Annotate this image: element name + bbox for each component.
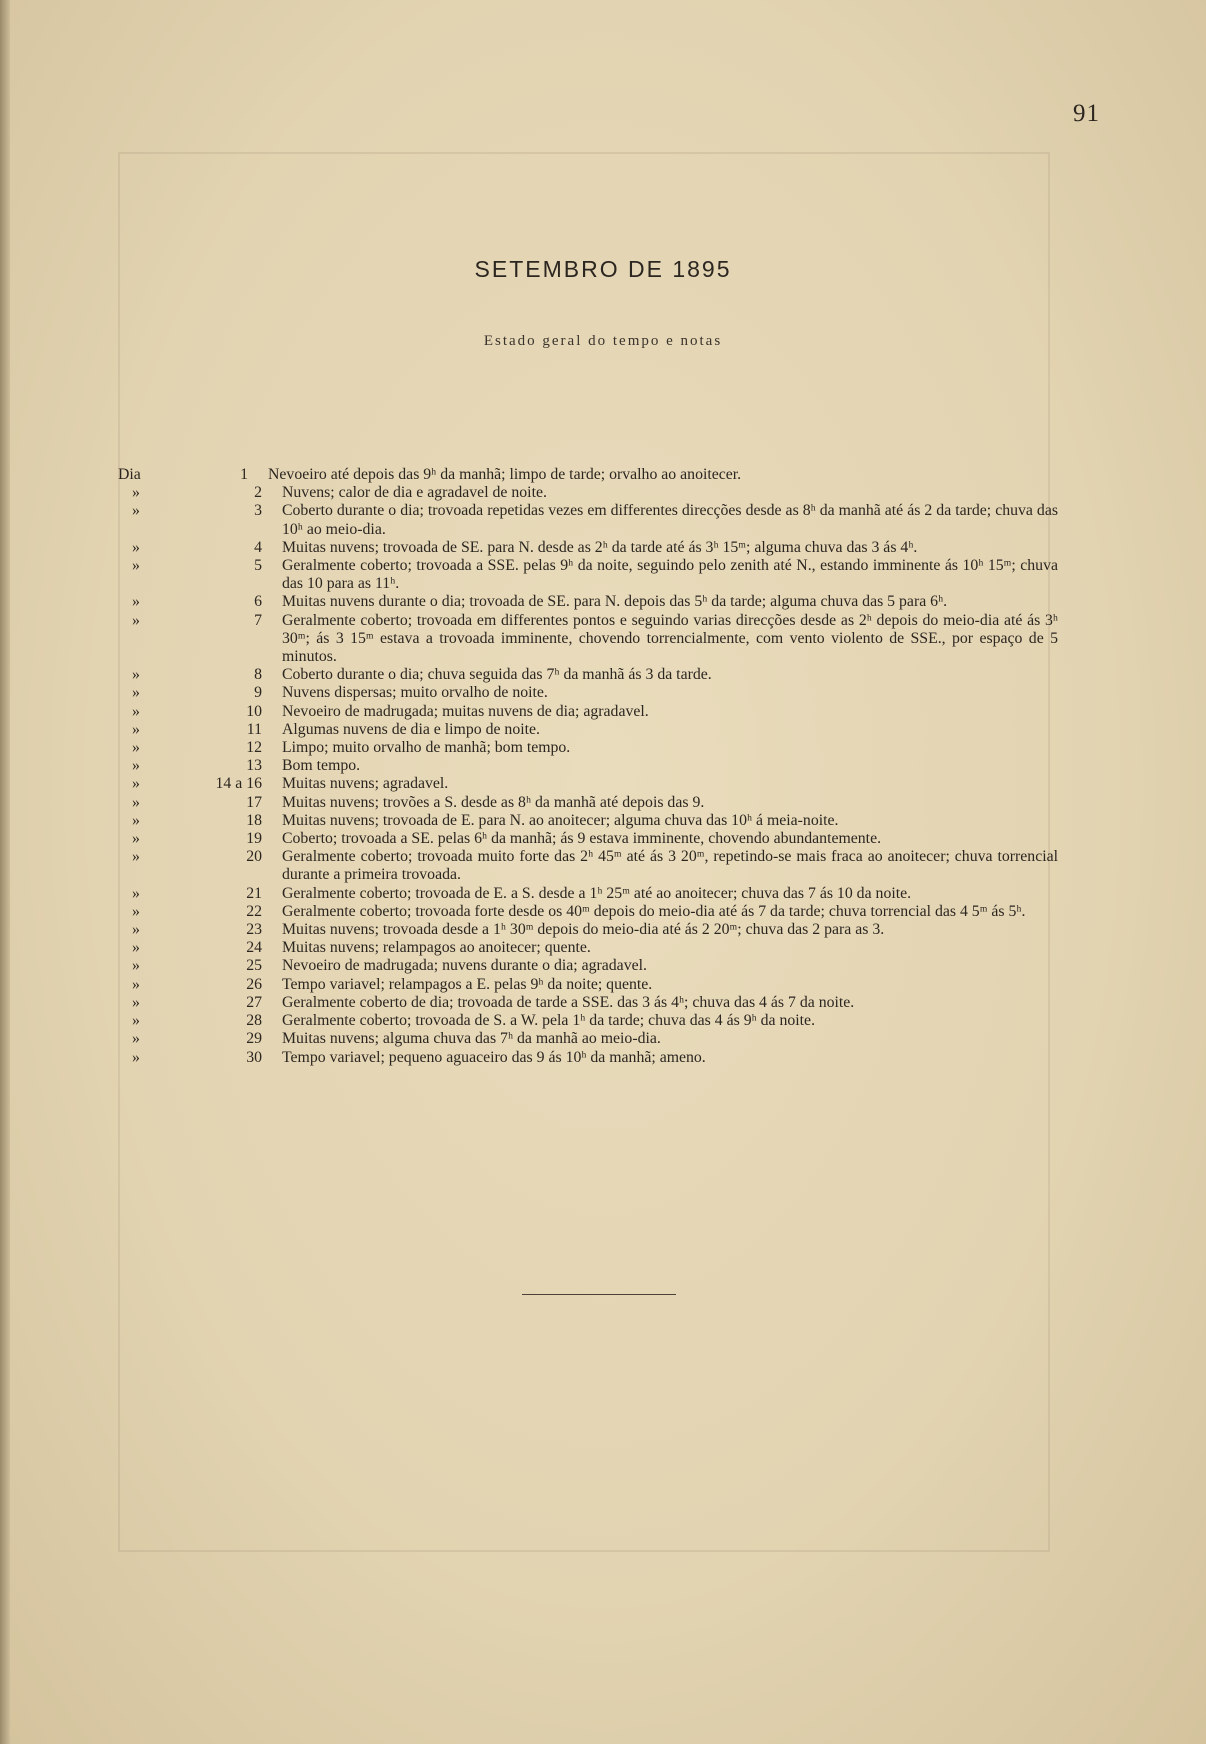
day-label: » [132,720,140,738]
day-number: 21 [246,884,262,902]
day-number: 9 [254,684,262,702]
day-note: Algumas nuvens de dia e limpo de noite. [282,720,540,738]
day-number: 11 [246,720,262,738]
list-item [118,612,1058,667]
day-label: » [132,775,140,793]
day-label: » [132,702,140,720]
day-note: Coberto durante o dia; trovoada repetidas vezes em differentes direcções desde as 8ʰ da manhã até ás 2 da tarde; chuva das 10ʰ ao meio-dia. [282,502,1058,538]
list-item [118,1049,1058,1067]
day-label: » [132,830,140,848]
day-label: » [132,611,140,629]
list-item [118,703,1058,721]
day-number: 30 [246,1048,262,1066]
day-number: 13 [246,757,262,775]
list-item [118,557,1058,593]
list-item [118,666,1058,684]
day-label: » [132,884,140,902]
day-number: 29 [246,1030,262,1048]
day-number: 8 [254,666,262,684]
day-label: » [132,993,140,1011]
list-item [118,466,1058,484]
day-note: Tempo variavel; pequeno aguaceiro das 9 ás 10ʰ da manhã; ameno. [282,1048,706,1066]
day-number: 6 [254,593,262,611]
day-note: Muitas nuvens; trovões a S. desde as 8ʰ da manhã até depois das 9. [282,793,705,811]
day-label: » [132,557,140,575]
day-note: Geralmente coberto de dia; trovoada de tarde a SSE. das 3 ás 4ʰ; chuva das 4 ás 7 da noite. [282,993,855,1011]
list-item [118,903,1058,921]
day-number: 14 a 16 [215,775,262,793]
day-label: » [132,1048,140,1066]
day-note: Nevoeiro de madrugada; muitas nuvens de dia; agradavel. [282,702,649,720]
day-label: » [132,757,140,775]
day-number: 27 [246,993,262,1011]
list-item [118,757,1058,775]
day-label: » [132,739,140,757]
day-note: Nevoeiro de madrugada; nuvens durante o dia; agradavel. [282,957,647,975]
day-number: 18 [246,811,262,829]
day-note: Geralmente coberto; trovoada em differentes pontos e seguindo varias direcções desde as 2ʰ depois do meio-dia até ás 3ʰ 30ᵐ; ás 3 15ᵐ estava a trovoada imminente, chovendo torrencialmente, com vento violento de SSE., por espaço de 5 minutos. [282,611,1058,666]
list-item [118,739,1058,757]
list-item [118,775,1058,793]
day-note: Muitas nuvens; trovoada de E. para N. ao anoitecer; alguma chuva das 10ʰ á meia-noite. [282,811,839,829]
list-item [118,994,1058,1012]
day-note: Muitas nuvens; trovoada de SE. para N. desde as 2ʰ da tarde até ás 3ʰ 15ᵐ; alguma chuva das 3 ás 4ʰ. [282,538,918,556]
weather-notes-list [118,466,1058,1067]
list-item [118,957,1058,975]
day-number: 12 [246,739,262,757]
day-number: 2 [254,484,262,502]
list-item [118,721,1058,739]
day-label: Dia [118,466,141,483]
day-number: 4 [254,538,262,556]
day-note: Muitas nuvens durante o dia; trovoada de SE. para N. depois das 5ʰ da tarde; alguma chuva das 5 para 6ʰ. [282,593,948,611]
list-item [118,794,1058,812]
list-item [118,976,1058,994]
day-note: Limpo; muito orvalho de manhã; bom tempo. [282,739,571,757]
day-note: Tempo variavel; relampagos a E. pelas 9ʰ da noite; quente. [282,975,653,993]
day-number: 23 [246,921,262,939]
day-number: 19 [246,830,262,848]
day-label: » [132,1012,140,1030]
day-label: » [132,957,140,975]
day-label: » [132,484,140,502]
day-note: Muitas nuvens; trovoada desde a 1ʰ 30ᵐ depois do meio-dia até ás 2 20ᵐ; chuva das 2 para as 3. [282,921,885,939]
day-note: Geralmente coberto; trovoada forte desde os 40ᵐ depois do meio-dia até ás 7 da tarde; chuva torrencial das 4 5ᵐ ás 5ʰ. [282,902,1026,920]
day-number: 22 [246,902,262,920]
day-note: Nuvens dispersas; muito orvalho de noite. [282,684,548,702]
day-note: Coberto; trovoada a SE. pelas 6ʰ da manhã; ás 9 estava imminente, chovendo abundantemente. [282,830,882,848]
day-note: Geralmente coberto; trovoada muito forte das 2ʰ 45ᵐ até ás 3 20ᵐ, repetindo-se mais fraca ao anoitecer; chuva torrencial durante a primeira trovoada. [282,848,1058,884]
list-item [118,684,1058,702]
list-item [118,484,1058,502]
day-note: Bom tempo. [282,757,361,775]
day-number: 1 [240,466,248,483]
day-note: Geralmente coberto; trovoada a SSE. pelas 9ʰ da noite, seguindo pelo zenith até N., estando imminente ás 10ʰ 15ᵐ; chuva das 10 para as 11ʰ. [282,557,1058,593]
day-note: Geralmente coberto; trovoada de E. a S. desde a 1ʰ 25ᵐ até ao anoitecer; chuva das 7 ás 10 da noite. [282,884,912,902]
day-label: » [132,1030,140,1048]
list-item [118,885,1058,903]
day-label: » [132,902,140,920]
day-number: 25 [246,957,262,975]
day-number: 28 [246,1012,262,1030]
day-label: » [132,502,140,520]
day-label: » [132,975,140,993]
day-number: 17 [246,793,262,811]
day-label: » [132,848,140,866]
list-item [118,939,1058,957]
list-item [118,1030,1058,1048]
list-item [118,502,1058,538]
day-number: 7 [254,611,262,629]
day-number: 26 [246,975,262,993]
list-item [118,848,1058,884]
day-number: 10 [246,702,262,720]
day-label: » [132,793,140,811]
list-item [118,1012,1058,1030]
closing-rule [522,1294,676,1295]
day-label: » [132,593,140,611]
day-note: Coberto durante o dia; chuva seguida das 7ʰ da manhã ás 3 da tarde. [282,666,712,684]
day-note: Muitas nuvens; relampagos ao anoitecer; quente. [282,939,591,957]
day-note: Geralmente coberto; trovoada de S. a W. pela 1ʰ da tarde; chuva das 4 ás 9ʰ da noite. [282,1012,816,1030]
page-number: 91 [1073,100,1100,127]
day-number: 3 [254,502,262,520]
page-subtitle: Estado geral do tempo e notas [483,333,723,349]
day-note: Nevoeiro até depois das 9ʰ da manhã; limpo de tarde; orvalho ao anoitecer. [268,466,742,483]
list-item [118,593,1058,611]
list-item [118,830,1058,848]
day-number: 24 [246,939,262,957]
day-note: Muitas nuvens; alguma chuva das 7ʰ da manhã ao meio-dia. [282,1030,661,1048]
page-title: SETEMBRO DE 1895 [474,256,732,282]
list-item [118,539,1058,557]
day-label: » [132,921,140,939]
day-label: » [132,684,140,702]
day-note: Muitas nuvens; agradavel. [282,775,449,793]
day-label: » [132,939,140,957]
day-number: 5 [254,557,262,575]
day-label: » [132,538,140,556]
list-item [118,921,1058,939]
day-number: 20 [246,848,262,866]
day-label: » [132,811,140,829]
day-note: Nuvens; calor de dia e agradavel de noite. [282,484,547,502]
list-item [118,812,1058,830]
day-label: » [132,666,140,684]
